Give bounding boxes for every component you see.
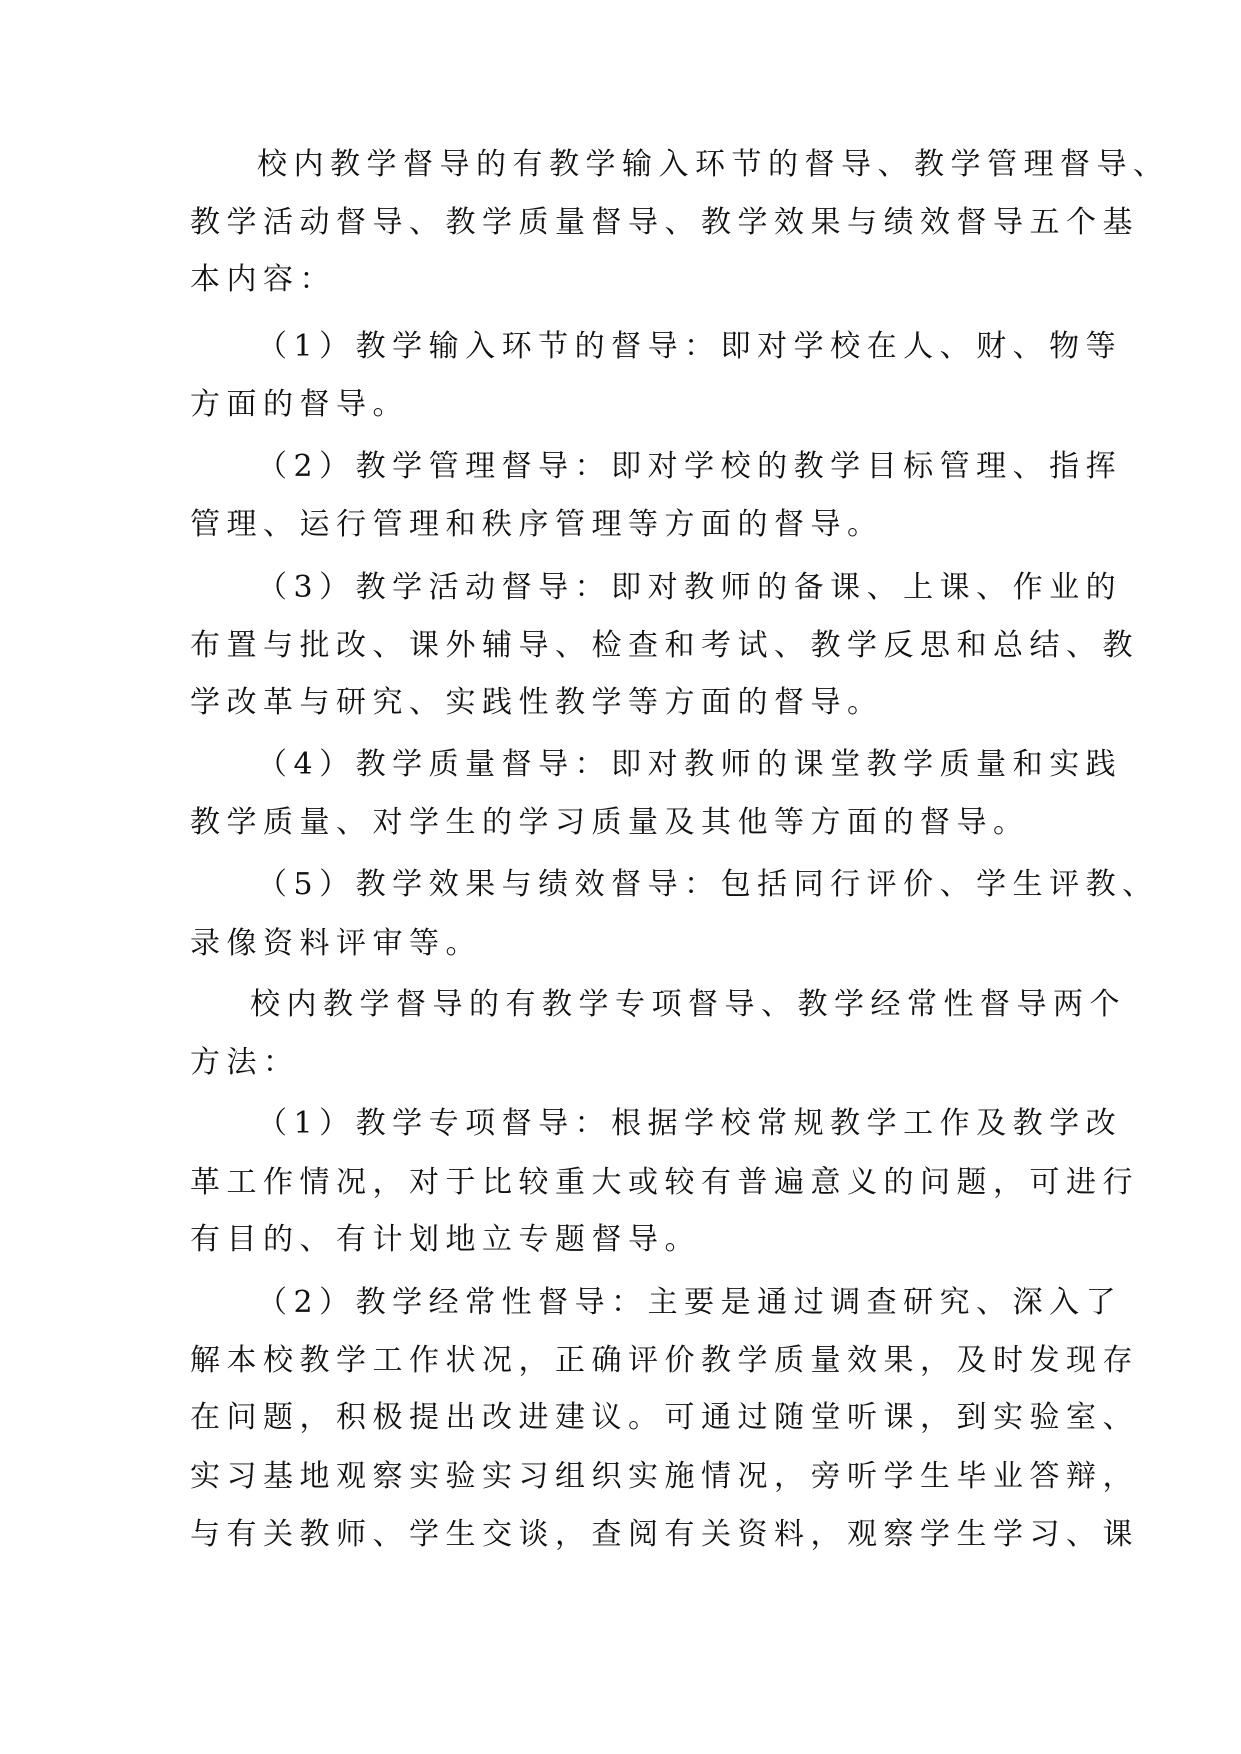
text-line: （5）教学效果与绩效督导：包括同行评价、学生评教、 [257, 867, 1159, 902]
text-line: （1）教学输入环节的督导：即对学校在人、财、物等 [257, 329, 1123, 364]
text-line: 本内容： [190, 262, 336, 297]
text-line: 布置与批改、课外辅导、检查和考试、教学反思和总结、教 [190, 628, 1139, 663]
text-line: 管理、运行管理和秩序管理等方面的督导。 [190, 507, 884, 542]
text-line: （2）教学经常性督导：主要是通过调查研究、深入了 [257, 1285, 1123, 1320]
text-line: 革工作情况，对于比较重大或较有普遍意义的问题，可进行 [190, 1165, 1139, 1200]
text-line: 方法： [190, 1045, 300, 1080]
text-line: 校内教学督导的有教学输入环节的督导、教学管理督导、 [257, 147, 1170, 182]
text-line: 与有关教师、学生交谈，查阅有关资料，观察学生学习、课 [190, 1517, 1139, 1552]
text-line: （3）教学活动督导：即对教师的备课、上课、作业的 [257, 570, 1123, 605]
text-line: （2）教学管理督导：即对学校的教学目标管理、指挥 [257, 449, 1123, 484]
text-line: 解本校教学工作状况，正确评价教学质量效果，及时发现存 [190, 1343, 1139, 1378]
text-line: 教学质量、对学生的学习质量及其他等方面的督导。 [190, 805, 1030, 840]
text-line: 实习基地观察实验实习组织实施情况，旁听学生毕业答辩， [190, 1459, 1139, 1494]
text-line: 校内教学督导的有教学专项督导、教学经常性督导两个 [250, 987, 1126, 1022]
text-line: 有目的、有计划地立专题督导。 [190, 1222, 701, 1257]
text-line: 录像资料评审等。 [190, 926, 482, 961]
text-line: 教学活动督导、教学质量督导、教学效果与绩效督导五个基 [190, 205, 1139, 240]
text-line: 在问题，积极提出改进建议。可通过随堂听课，到实验室、 [190, 1400, 1139, 1435]
text-line: 学改革与研究、实践性教学等方面的督导。 [190, 685, 884, 720]
text-line: （1）教学专项督导：根据学校常规教学工作及教学改 [257, 1106, 1123, 1141]
text-line: 方面的督导。 [190, 387, 409, 422]
text-line: （4）教学质量督导：即对教师的课堂教学质量和实践 [257, 747, 1123, 782]
